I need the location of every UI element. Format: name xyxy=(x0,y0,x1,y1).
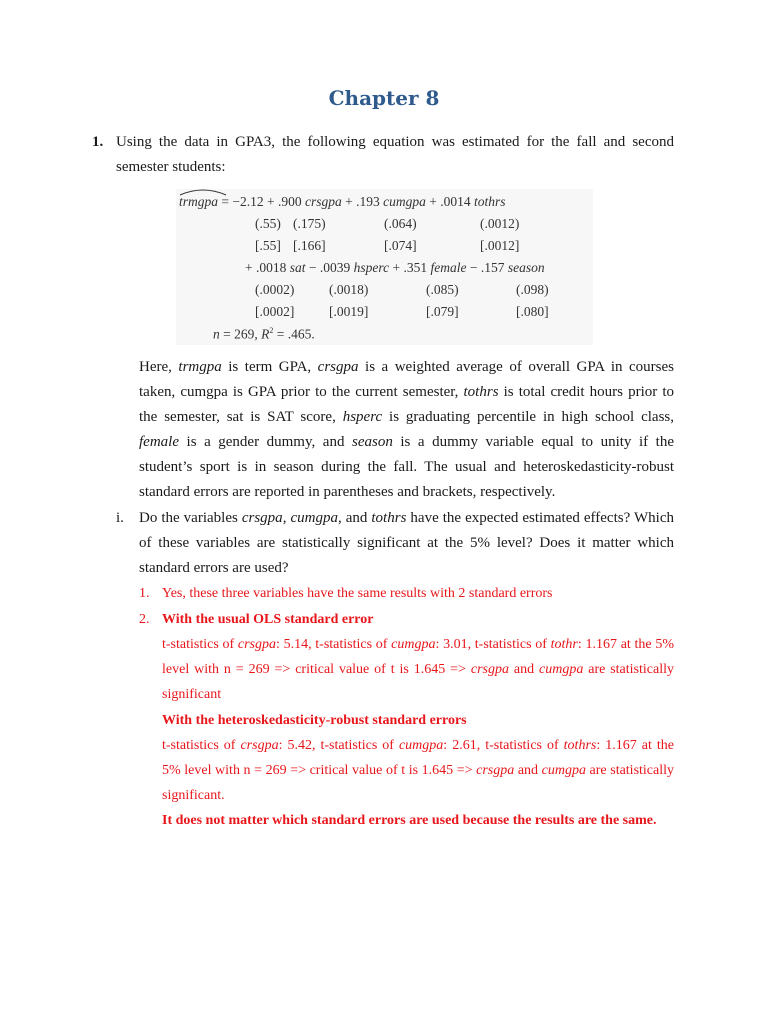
chapter-title: Chapter 8 xyxy=(328,86,440,110)
rse-2-hsperc: [.0019] xyxy=(329,304,369,319)
se-1-cumgpa: (.064) xyxy=(384,216,417,231)
subquestion-text: Do the variables crsgpa, cumgpa, and tothrs have the expected estimated effects? Which of these variables are statistically significant at the 5% level? Does it matter which standard errors are used? xyxy=(139,510,674,576)
rse-1-tothrs: [.0012] xyxy=(480,238,520,253)
equation-line-2: + .0018 sat − .0039 hsperc + .351 female − .157 season xyxy=(245,260,545,275)
se-1-const: (.55) xyxy=(255,216,281,231)
trmgpa-hat: trmgpa xyxy=(179,194,218,210)
se-2-hsperc: (.0018) xyxy=(329,282,369,297)
rse-1-cumgpa: [.074] xyxy=(384,238,417,253)
equation-stats: n = 269, $R^2 = .465$. xyxy=(213,326,315,342)
question-text: Using the data in GPA3, the following equation was estimated for the fall and second semester students: xyxy=(116,134,674,175)
answer-conclusion: It does not matter which standard errors are used because the results are the same. xyxy=(162,813,657,828)
variable-description: Here, trmgpa is term GPA, crsgpa is a weighted average of overall GPA in courses taken, cumgpa is GPA prior to the current semester, tothrs is total credit hours prior to the semester, sat is SAT score, hsperc is graduating percentile in high school class, female is a gender dummy, and season is a dummy variable equal to unity if the student’s sport is in season during the fall. The usual and heteroskedasticity-robust standard errors are reported in parentheses and brackets, respectively. xyxy=(139,359,675,500)
rse-2-sat: [.0002] xyxy=(255,304,295,319)
se-1-tothrs: (.0012) xyxy=(480,216,520,231)
answer-item-1: Yes, these three variables have the same results with 2 standard errors xyxy=(162,586,553,601)
se-1-crsgpa: (.175) xyxy=(293,216,326,231)
heading-robust: With the heteroskedasticity-robust standard errors xyxy=(162,713,467,728)
robust-tstats: t-statistics of crsgpa: 5.42, t-statistics of cumgpa: 2.61, t-statistics of tothrs: 1.167 at the 5% level with n = 269 => critical value of t is 1.645 => crsgpa and cumgpa are statistically significant. xyxy=(162,738,675,803)
rse-1-crsgpa: [.166] xyxy=(293,238,326,253)
regression-equation xyxy=(176,189,593,345)
answer-number-2: 2. xyxy=(139,612,150,627)
subquestion-label: i. xyxy=(116,510,124,526)
se-2-female: (.085) xyxy=(426,282,459,297)
question-number: 1. xyxy=(92,134,104,150)
rse-2-season: [.080] xyxy=(516,304,549,319)
heading-ols: With the usual OLS standard error xyxy=(162,612,374,627)
rse-2-female: [.079] xyxy=(426,304,459,319)
answer-number-1: 1. xyxy=(139,586,150,601)
rse-1-const: [.55] xyxy=(255,238,281,253)
se-2-season: (.098) xyxy=(516,282,549,297)
ols-tstats: t-statistics of crsgpa: 5.14, t-statistics of cumgpa: 3.01, t-statistics of tothr: 1.167 at the 5% level with n = 269 => critical value of t is 1.645 => crsgpa and cumgpa are statistically significant xyxy=(162,637,674,702)
equation-line-1: trmgpa = −2.12 + .900 crsgpa + .193 cumgpa + .0014 tothrs xyxy=(179,194,506,210)
se-2-sat: (.0002) xyxy=(255,282,295,297)
